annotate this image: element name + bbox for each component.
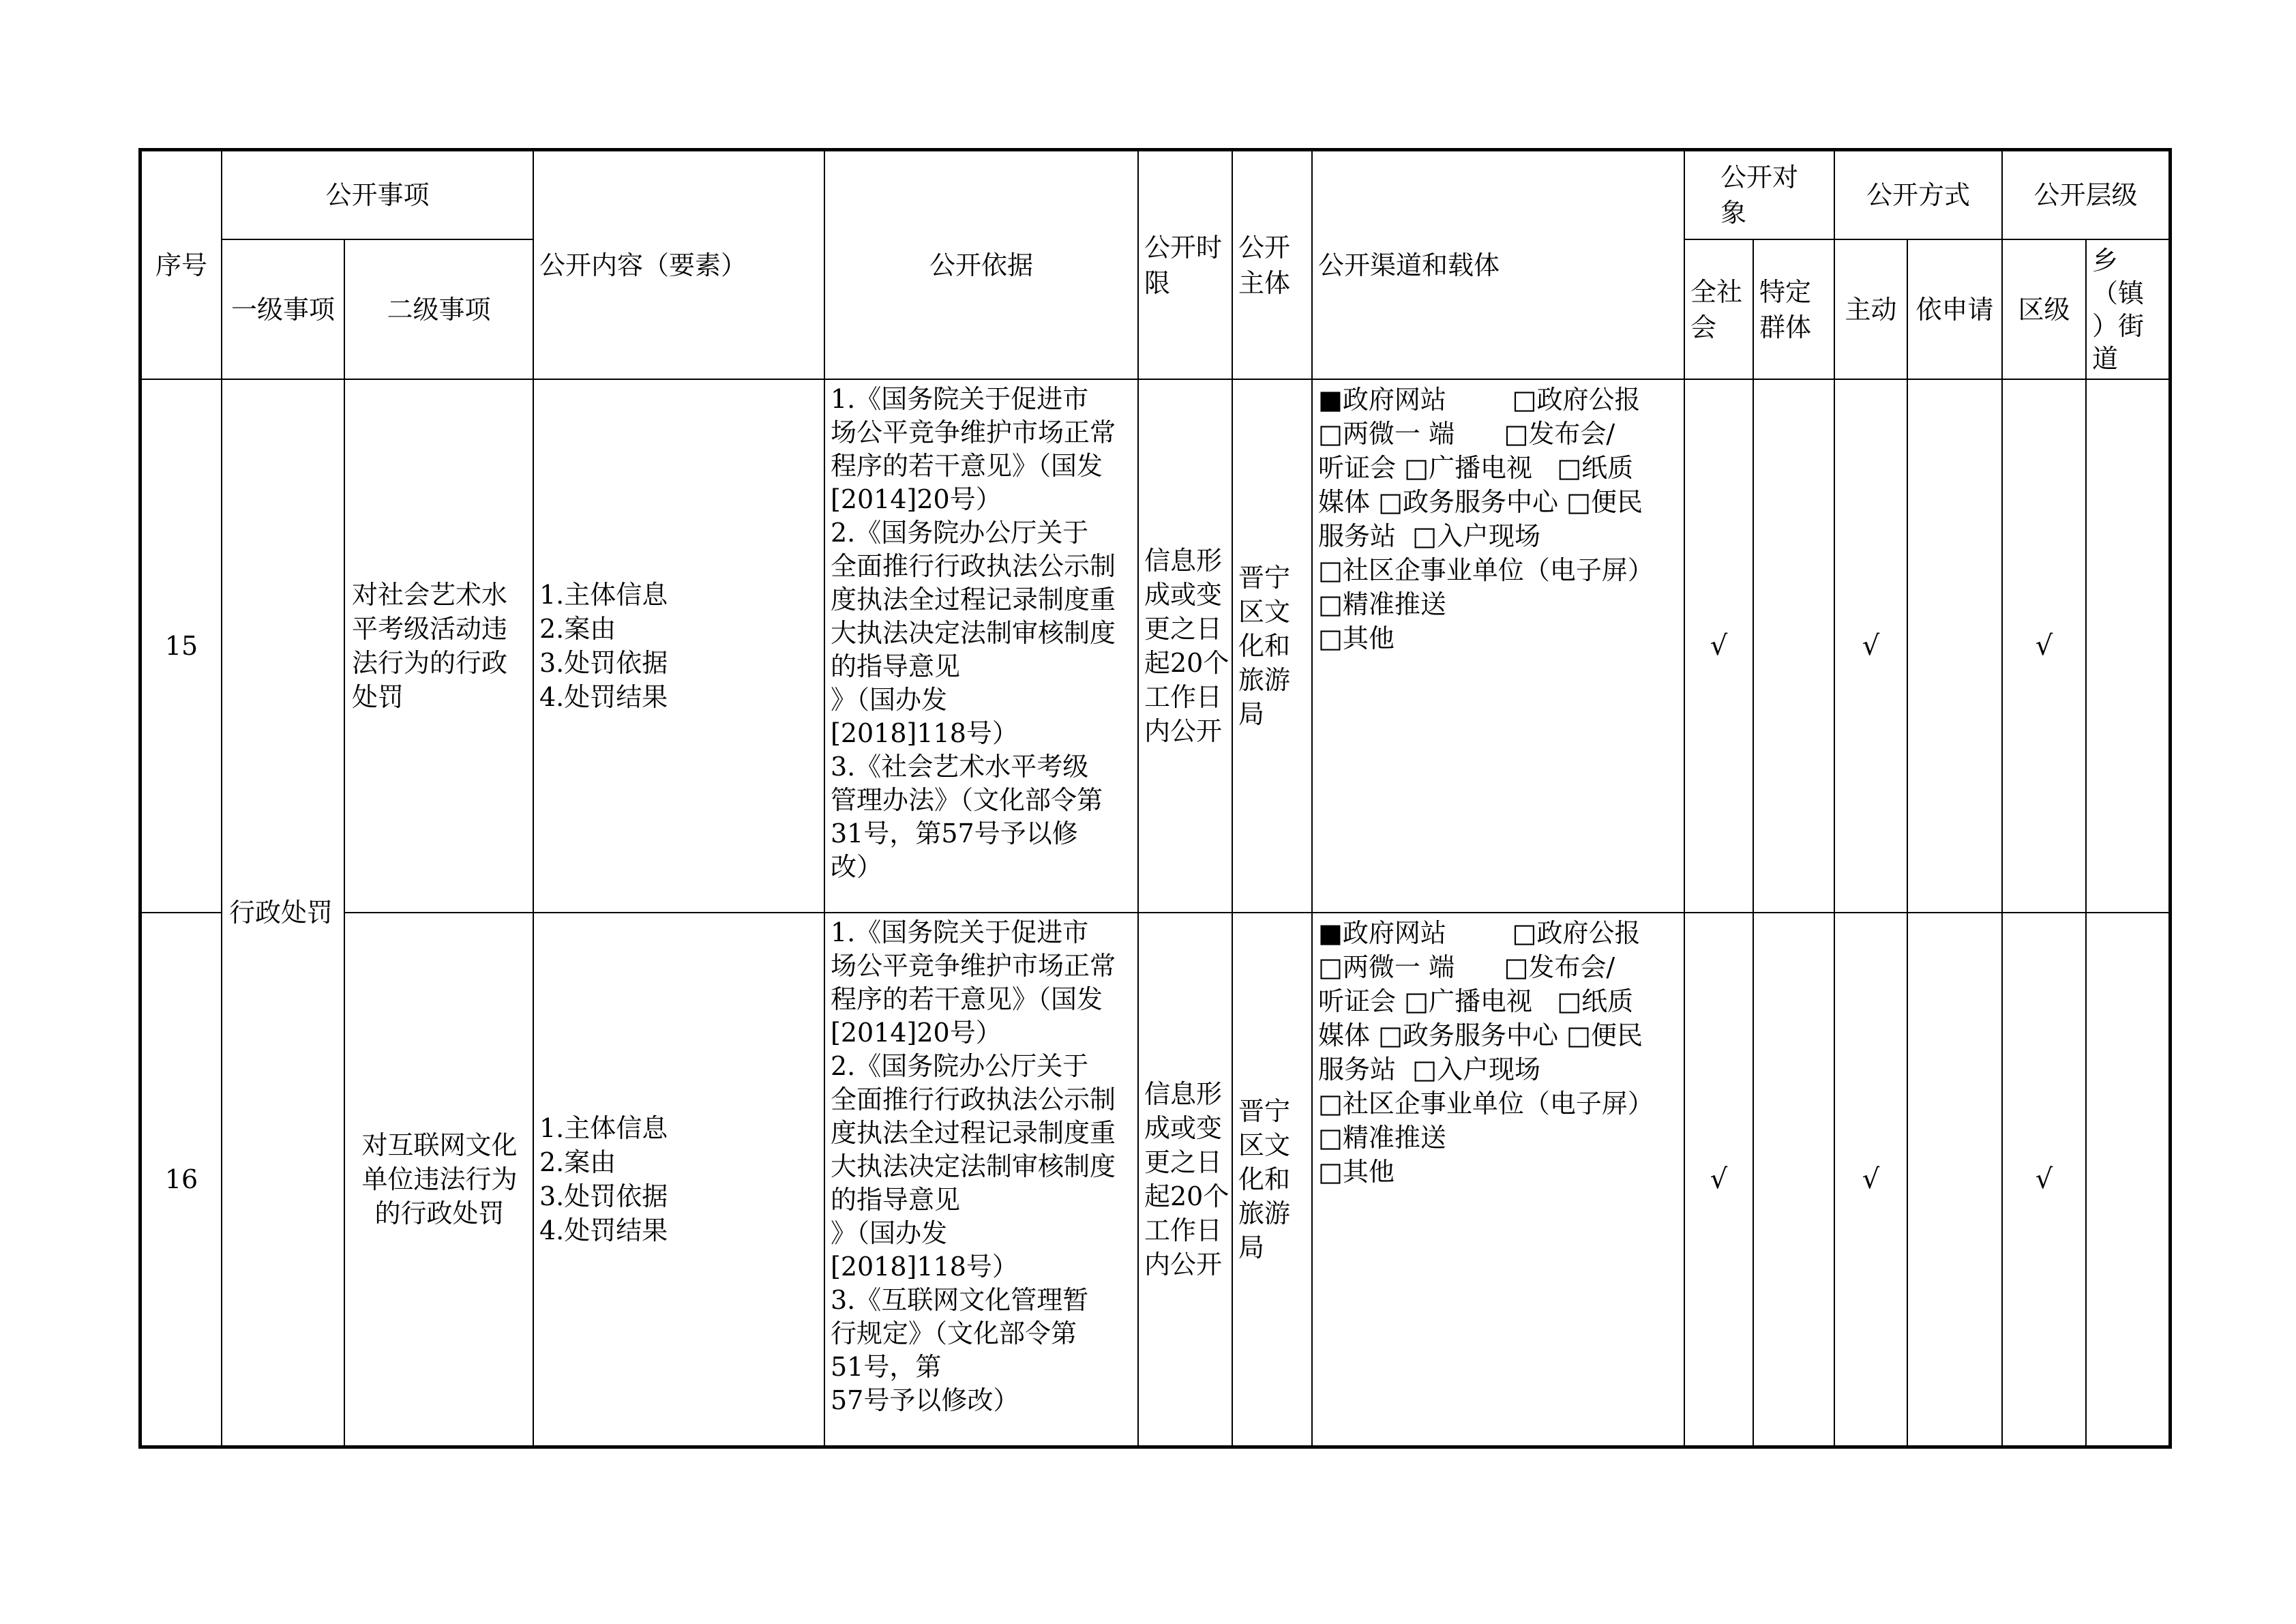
basis-cell bbox=[825, 380, 1139, 913]
basis-line: 3.《社会艺术水平考级 bbox=[831, 752, 1089, 782]
header-content: 公开内容（要素） bbox=[534, 151, 825, 380]
level1-item: 行政处罚 bbox=[229, 898, 333, 928]
header-level: 公开层级 bbox=[2003, 151, 2168, 240]
header-level-district: 区级 bbox=[2003, 240, 2087, 380]
time-limit-line: 内公开 bbox=[1144, 716, 1223, 746]
basis-line: [2014]20号） bbox=[831, 484, 1002, 514]
time-limit-line: 成或变 bbox=[1144, 1113, 1223, 1143]
basis-line: 3.《互联网文化管理暂 bbox=[831, 1285, 1089, 1315]
basis-line: 场公平竞争维护市场正常 bbox=[831, 951, 1116, 981]
subject-cell bbox=[1233, 380, 1313, 913]
header-target-specific bbox=[1754, 240, 1835, 380]
level2-item-line: 平考级活动违 bbox=[352, 614, 508, 644]
subject-line: 区文 bbox=[1238, 597, 1291, 627]
basis-line: 管理办法》（文化部令第 bbox=[831, 785, 1103, 815]
channel-option-line: □社区企事业单位（电子屏） bbox=[1318, 555, 1654, 585]
time-limit-line: 工作日 bbox=[1144, 1215, 1223, 1245]
header-level-town bbox=[2087, 240, 2168, 380]
time-limit-cell bbox=[1139, 913, 1233, 1445]
checkmark-icon: √ bbox=[2035, 630, 2053, 662]
basis-line: 》（国办发 bbox=[831, 1218, 948, 1248]
level2-item-line: 法行为的行政 bbox=[352, 648, 508, 678]
header-level1: 一级事项 bbox=[222, 240, 345, 380]
header-target-all-line: 全社 bbox=[1690, 276, 1743, 307]
channel-option-line: □两微一 端 □发布会/ bbox=[1318, 952, 1615, 982]
checkmark-icon: √ bbox=[1710, 630, 1728, 662]
header-method-apply: 依申请 bbox=[1908, 240, 2003, 380]
basis-line: 场公平竞争维护市场正常 bbox=[831, 417, 1116, 447]
basis-line: 的指导意见 bbox=[831, 651, 961, 681]
seq-cell bbox=[142, 913, 222, 1445]
time-limit-line: 工作日 bbox=[1144, 682, 1223, 712]
header-time-limit bbox=[1139, 151, 1233, 380]
header-target-specific-line: 特定 bbox=[1759, 276, 1812, 307]
method-apply-cell bbox=[1908, 913, 2003, 1445]
channel-option-line: □社区企事业单位（电子屏） bbox=[1318, 1089, 1654, 1119]
checkmark-icon: √ bbox=[1710, 1164, 1728, 1195]
level1-item-cell bbox=[222, 380, 345, 1445]
level2-item-cell bbox=[345, 380, 534, 913]
time-limit-cell bbox=[1139, 380, 1233, 913]
checkmark-icon: √ bbox=[1862, 1164, 1880, 1195]
basis-line: 51号，第 bbox=[831, 1352, 942, 1382]
channel-option-line: 服务站 □入户现场 bbox=[1318, 521, 1541, 551]
level-town-cell bbox=[2087, 913, 2168, 1445]
basis-line: [2018]118号） bbox=[831, 1252, 1018, 1282]
channel-option-line: 听证会 □广播电视 □纸质 bbox=[1318, 986, 1634, 1016]
header-level-town-line: 道 bbox=[2092, 343, 2119, 374]
basis-line: 改） bbox=[831, 852, 883, 882]
header-target-all bbox=[1685, 240, 1754, 380]
seq-cell bbox=[142, 380, 222, 913]
time-limit-line: 信息形 bbox=[1144, 546, 1223, 576]
channel-option-line: 服务站 □入户现场 bbox=[1318, 1054, 1541, 1084]
time-limit-line: 起20个 bbox=[1144, 1181, 1229, 1211]
channel-option-line: □其他 bbox=[1318, 623, 1395, 653]
header-target-line: 公开对 bbox=[1720, 162, 1798, 192]
basis-line: 的指导意见 bbox=[831, 1185, 961, 1215]
subject-line: 局 bbox=[1238, 1232, 1265, 1263]
channel-option-line: 媒体 □政务服务中心 □便民 bbox=[1318, 1020, 1643, 1050]
basis-line: 2.《国务院办公厅关于 bbox=[831, 1051, 1089, 1081]
channel-option-line: □精准推送 bbox=[1318, 589, 1446, 619]
header-level-town-line: （镇 bbox=[2092, 278, 2145, 308]
header-target bbox=[1685, 151, 1835, 240]
method-active-cell bbox=[1835, 380, 1908, 913]
subject-line: 局 bbox=[1238, 699, 1265, 729]
header-level-town-line: ）街 bbox=[2092, 310, 2145, 341]
header-method: 公开方式 bbox=[1835, 151, 2003, 240]
subject-line: 旅游 bbox=[1238, 1198, 1291, 1228]
basis-line: [2018]118号） bbox=[831, 718, 1018, 748]
content-line: 2.案由 bbox=[539, 614, 616, 644]
header-seq: 序号 bbox=[142, 151, 222, 380]
subject-line: 化和 bbox=[1238, 1164, 1291, 1194]
header-subject-line: 公开 bbox=[1238, 232, 1291, 263]
basis-line: 行规定》（文化部令第 bbox=[831, 1318, 1077, 1348]
content-cell bbox=[534, 913, 825, 1445]
header-subject bbox=[1233, 151, 1313, 380]
basis-line: 57号予以修改） bbox=[831, 1385, 1019, 1415]
content-line: 2.案由 bbox=[539, 1147, 616, 1177]
content-line: 3.处罚依据 bbox=[539, 1181, 668, 1211]
header-target-all-line: 会 bbox=[1690, 312, 1717, 342]
basis-cell bbox=[825, 913, 1139, 1445]
header-level2: 二级事项 bbox=[345, 240, 534, 380]
basis-line: 》（国办发 bbox=[831, 685, 948, 715]
basis-line: 1.《国务院关于促进市 bbox=[831, 917, 1089, 947]
content-line: 4.处罚结果 bbox=[539, 682, 668, 712]
basis-line: 度执法全过程记录制度重 bbox=[831, 1118, 1116, 1148]
target-all-cell bbox=[1685, 380, 1754, 913]
level-district-cell bbox=[2003, 913, 2087, 1445]
basis-line: 2.《国务院办公厅关于 bbox=[831, 518, 1089, 548]
subject-cell bbox=[1233, 913, 1313, 1445]
content-line: 1.主体信息 bbox=[539, 1113, 668, 1143]
time-limit-line: 更之日 bbox=[1144, 614, 1223, 644]
level2-item-line: 对互联网文化 bbox=[361, 1130, 518, 1160]
channels-cell bbox=[1313, 913, 1685, 1445]
seq-number: 16 bbox=[164, 1164, 198, 1194]
level2-item-line: 的行政处罚 bbox=[374, 1198, 505, 1228]
checkmark-icon: √ bbox=[2035, 1164, 2053, 1195]
channel-option-line: □两微一 端 □发布会/ bbox=[1318, 419, 1615, 449]
channel-option-line: 听证会 □广播电视 □纸质 bbox=[1318, 453, 1634, 483]
method-active-cell bbox=[1835, 913, 1908, 1445]
level-district-cell bbox=[2003, 380, 2087, 913]
content-line: 4.处罚结果 bbox=[539, 1215, 668, 1245]
target-specific-cell bbox=[1754, 913, 1835, 1445]
target-specific-cell bbox=[1754, 380, 1835, 913]
level2-item-line: 对社会艺术水 bbox=[352, 580, 508, 610]
header-subject-line: 主体 bbox=[1238, 267, 1291, 298]
content-cell bbox=[534, 380, 825, 913]
channel-option-line: ■政府网站 □政府公报 bbox=[1318, 385, 1641, 415]
basis-line: 程序的若干意见》（国发 bbox=[831, 451, 1103, 481]
basis-line: [2014]20号） bbox=[831, 1018, 1002, 1048]
time-limit-line: 更之日 bbox=[1144, 1147, 1223, 1177]
header-time-limit-line: 公开时 bbox=[1144, 232, 1223, 263]
header-level-town-line: 乡 bbox=[2092, 245, 2119, 276]
basis-line: 31号，第57号予以修 bbox=[831, 818, 1078, 848]
basis-line: 1.《国务院关于促进市 bbox=[831, 384, 1089, 414]
level2-item-line: 单位违法行为 bbox=[361, 1164, 518, 1194]
subject-line: 化和 bbox=[1238, 631, 1291, 661]
time-limit-line: 成或变 bbox=[1144, 580, 1223, 610]
level-town-cell bbox=[2087, 380, 2168, 913]
disclosure-table bbox=[138, 148, 2172, 1449]
checkmark-icon: √ bbox=[1862, 630, 1880, 662]
basis-line: 程序的若干意见》（国发 bbox=[831, 984, 1103, 1014]
channel-option-line: □其他 bbox=[1318, 1157, 1395, 1187]
content-line: 1.主体信息 bbox=[539, 580, 668, 610]
method-apply-cell bbox=[1908, 380, 2003, 913]
subject-line: 晋宁 bbox=[1238, 563, 1291, 593]
content-line: 3.处罚依据 bbox=[539, 648, 668, 678]
header-matters: 公开事项 bbox=[222, 151, 534, 240]
channel-option-line: □精准推送 bbox=[1318, 1123, 1446, 1153]
channels-cell bbox=[1313, 380, 1685, 913]
subject-line: 区文 bbox=[1238, 1130, 1291, 1160]
seq-number: 15 bbox=[164, 631, 198, 661]
time-limit-line: 起20个 bbox=[1144, 648, 1229, 678]
header-channels: 公开渠道和载体 bbox=[1313, 151, 1685, 380]
level2-item-cell bbox=[345, 913, 534, 1445]
header-time-limit-line: 限 bbox=[1144, 267, 1171, 298]
channel-option-line: ■政府网站 □政府公报 bbox=[1318, 918, 1641, 948]
basis-line: 度执法全过程记录制度重 bbox=[831, 585, 1116, 615]
time-limit-line: 内公开 bbox=[1144, 1250, 1223, 1280]
subject-line: 晋宁 bbox=[1238, 1096, 1291, 1126]
header-target-line: 象 bbox=[1720, 198, 1746, 228]
subject-line: 旅游 bbox=[1238, 665, 1291, 695]
target-all-cell bbox=[1685, 913, 1754, 1445]
header-method-active: 主动 bbox=[1835, 240, 1908, 380]
header-target-specific-line: 群体 bbox=[1759, 312, 1812, 342]
header-basis: 公开依据 bbox=[825, 151, 1139, 380]
time-limit-line: 信息形 bbox=[1144, 1079, 1223, 1109]
level2-item-line: 处罚 bbox=[352, 682, 404, 712]
basis-line: 大执法决定法制审核制度 bbox=[831, 618, 1116, 648]
basis-line: 全面推行行政执法公示制 bbox=[831, 1084, 1116, 1114]
basis-line: 全面推行行政执法公示制 bbox=[831, 551, 1116, 581]
basis-line: 大执法决定法制审核制度 bbox=[831, 1151, 1116, 1181]
channel-option-line: 媒体 □政务服务中心 □便民 bbox=[1318, 487, 1643, 517]
